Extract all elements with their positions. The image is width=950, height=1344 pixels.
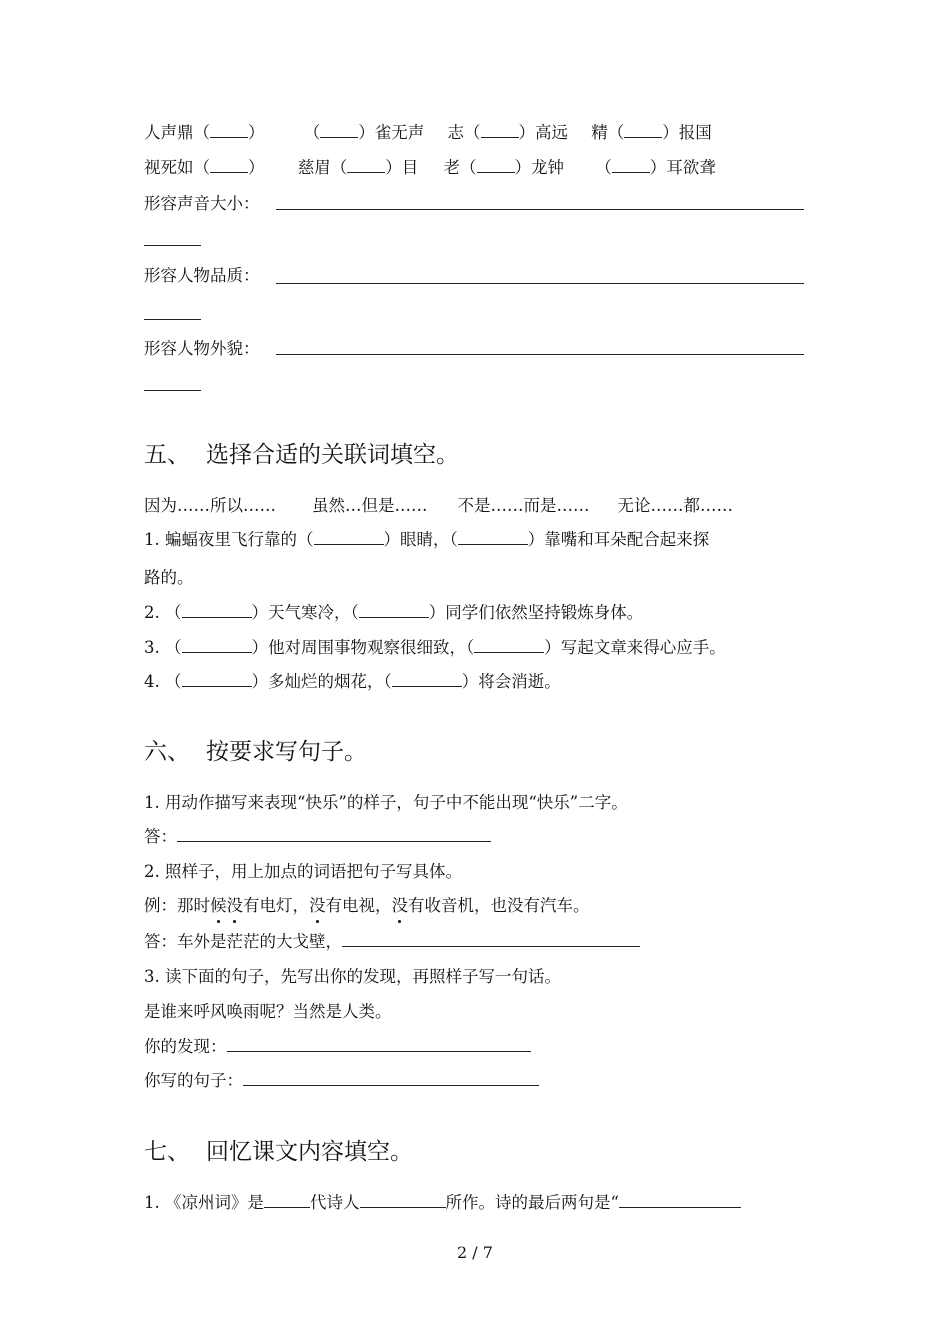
section-6-number: 六、 — [144, 739, 190, 765]
conjunction-option: 不是……而是…… — [457, 496, 590, 515]
idiom-blank[interactable] — [210, 158, 248, 173]
answer-blank[interactable] — [474, 638, 544, 653]
section-6-title: 按要求写句子。 — [206, 739, 367, 765]
category-sound-answer-line-cont[interactable] — [144, 245, 201, 246]
idiom-blank[interactable] — [612, 158, 650, 173]
answer-blank[interactable] — [264, 1193, 310, 1208]
idiom-blank[interactable] — [320, 123, 358, 138]
idiom-item: 慈眉（ ）目 — [297, 158, 419, 177]
answer-blank[interactable] — [182, 603, 252, 618]
category-appearance-answer-line[interactable] — [276, 354, 804, 355]
conjunction-options — [144, 495, 733, 517]
idiom-item: （ ）雀无声 — [303, 123, 425, 142]
category-appearance-answer-line-cont[interactable] — [144, 390, 201, 391]
answer-blank[interactable] — [182, 638, 252, 653]
idiom-item: 精（ ）报国 — [591, 123, 712, 142]
idiom-row-2 — [144, 157, 716, 179]
section-7-title: 回忆课文内容填空。 — [206, 1139, 413, 1165]
idiom-blank[interactable] — [477, 158, 515, 173]
s6-answer-1: 答： — [144, 826, 491, 848]
section-7-number: 七、 — [144, 1139, 190, 1165]
dotted-char: 没 — [226, 896, 243, 915]
conjunction-option: 虽然…但是…… — [312, 496, 428, 515]
idiom-blank[interactable] — [624, 123, 662, 138]
idiom-blank[interactable] — [347, 158, 385, 173]
category-character-answer-line[interactable] — [276, 283, 804, 284]
answer-line[interactable] — [342, 932, 640, 947]
s5-question-3: 3. （ ）他对周围事物观察很细致，（ ）写起文章来得心应手。 — [144, 638, 726, 657]
s6-question-3: 3. 读下面的句子，先写出你的发现，再照样子写一句话。 — [144, 967, 561, 986]
category-sound-answer-line[interactable] — [276, 209, 804, 210]
section-5-heading — [144, 440, 459, 470]
category-sound-label: 形容声音大小： — [144, 194, 260, 213]
answer-line[interactable] — [177, 827, 491, 842]
answer-blank[interactable] — [182, 672, 252, 687]
s6-question-2: 2. 照样子，用上加点的词语把句子写具体。 — [144, 862, 462, 881]
answer-blank[interactable] — [458, 530, 528, 545]
answer-blank[interactable] — [392, 672, 462, 687]
answer-blank[interactable] — [314, 530, 384, 545]
section-5-title: 选择合适的关联词填空。 — [206, 442, 459, 468]
conjunction-option: 因为……所以…… — [144, 496, 276, 515]
answer-blank[interactable] — [359, 603, 429, 618]
section-7-heading — [144, 1137, 413, 1167]
dotted-char: 候 — [210, 896, 227, 915]
idiom-item: 志（ ）高远 — [447, 123, 568, 142]
s6-example: 例：那时候没有电灯，没有电视，没有收音机，也没有汽车。 — [144, 896, 590, 915]
idiom-item: 视死如（ ） — [144, 158, 265, 177]
section-6-heading — [144, 737, 367, 767]
page-number: 2 / 7 — [457, 1243, 493, 1262]
s6-your-sentence: 你写的句子： — [144, 1070, 539, 1092]
s6-answer-2: 答：车外是茫茫的大戈壁， — [144, 931, 640, 953]
section-5-number: 五、 — [144, 442, 190, 468]
dotted-char: 没 — [309, 896, 326, 915]
s5-question-1: 1. 蝙蝠夜里飞行靠的（ ）眼睛，（ ）靠嘴和耳朵配合起来探 — [144, 530, 710, 549]
s6-discovery: 你的发现： — [144, 1036, 531, 1058]
answer-line[interactable] — [227, 1037, 531, 1052]
answer-blank[interactable] — [360, 1193, 446, 1208]
answer-blank[interactable] — [619, 1193, 741, 1208]
category-character-answer-line-cont[interactable] — [144, 319, 201, 320]
category-character-label: 形容人物品质： — [144, 266, 260, 285]
s5-question-1-cont: 路的。 — [144, 568, 194, 587]
idiom-item: 老（ ）龙钟 — [443, 158, 564, 177]
idiom-blank[interactable] — [210, 123, 248, 138]
idiom-item: 人声鼎（ ） — [144, 123, 265, 142]
s6-question-1: 1. 用动作描写来表现“快乐”的样子，句子中不能出现“快乐”二字。 — [144, 793, 628, 812]
idiom-row-1 — [144, 122, 712, 144]
conjunction-option: 无论……都…… — [617, 496, 733, 515]
s5-question-4: 4. （ ）多灿烂的烟花，（ ）将会消逝。 — [144, 672, 561, 691]
s5-question-2: 2. （ ）天气寒冷，（ ）同学们依然坚持锻炼身体。 — [144, 603, 644, 622]
answer-line[interactable] — [243, 1071, 539, 1086]
s7-question-1: 1. 《凉州词》是 代诗人 所作。诗的最后两句是“ — [144, 1192, 741, 1214]
idiom-item: （ ）耳欲聋 — [595, 158, 716, 177]
category-appearance-label: 形容人物外貌： — [144, 339, 260, 358]
idiom-blank[interactable] — [481, 123, 519, 138]
dotted-char: 没 — [391, 896, 408, 915]
s6-sentence: 是谁来呼风唤雨呢？当然是人类。 — [144, 1002, 392, 1021]
